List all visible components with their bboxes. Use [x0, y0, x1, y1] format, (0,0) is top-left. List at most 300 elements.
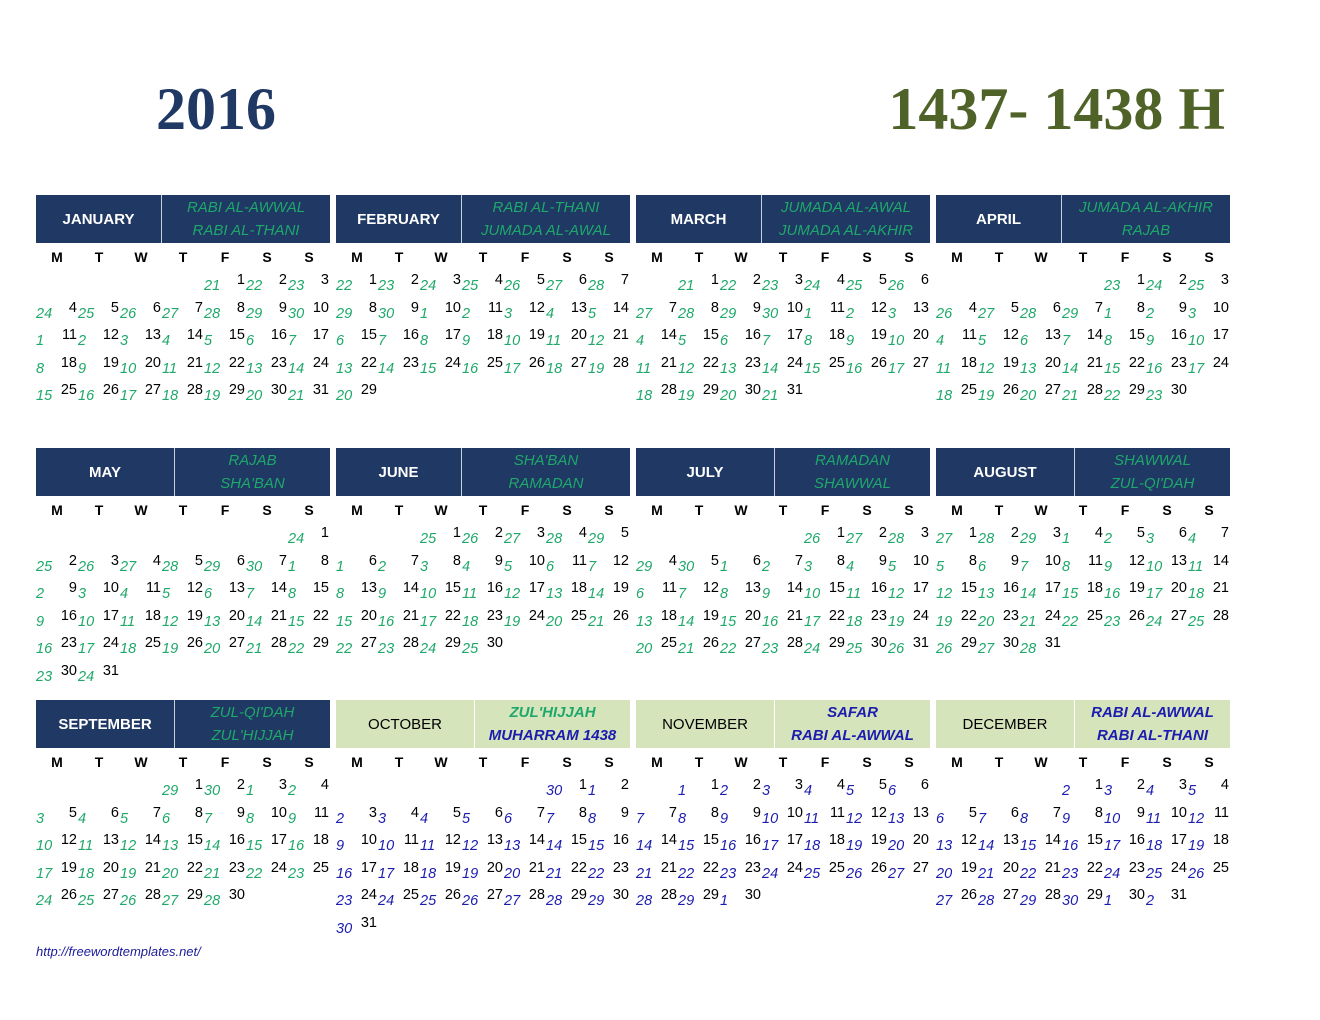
hijri-day: 3	[888, 305, 897, 322]
day-grid	[636, 272, 930, 410]
source-link[interactable]: http://freewordtemplates.net/	[36, 944, 201, 959]
gregorian-day: 11	[403, 832, 419, 849]
hijri-day: 12	[888, 586, 905, 603]
hijri-day: 20	[636, 641, 653, 658]
gregorian-day: 19	[444, 859, 461, 876]
day-cell	[636, 805, 678, 833]
hijri-day: 13	[888, 810, 905, 827]
hijri-day: 13	[336, 360, 353, 377]
gregorian-day: 1	[836, 525, 845, 541]
hijri-day: 2	[846, 305, 855, 322]
hijri-day: 29	[720, 305, 737, 322]
day-cell	[78, 327, 120, 355]
day-cell	[804, 355, 846, 383]
gregorian-day: 29	[228, 382, 245, 399]
empty-cell	[636, 272, 678, 300]
month-name: SEPTEMBER	[58, 715, 152, 733]
day-cell	[420, 580, 462, 608]
weekday-label: T	[394, 249, 404, 265]
gregorian-day: 27	[1170, 607, 1187, 624]
hijri-day: 16	[288, 838, 305, 855]
gregorian-day: 18	[960, 354, 977, 371]
hijri-day: 7	[762, 333, 771, 350]
gregorian-day: 3	[794, 777, 803, 793]
gregorian-day: 12	[1002, 327, 1019, 344]
gregorian-day: 14	[1044, 832, 1061, 849]
gregorian-day: 6	[752, 552, 761, 569]
day-cell	[636, 355, 678, 383]
gregorian-day: 26	[1002, 382, 1019, 399]
day-cell	[288, 300, 330, 328]
gregorian-day: 1	[236, 272, 245, 288]
hijri-day: 13	[504, 838, 521, 855]
day-grid	[36, 272, 330, 410]
day-cell	[762, 777, 804, 805]
hijri-month-name: SHA'BAN	[220, 475, 285, 492]
weekday-label: M	[351, 754, 363, 770]
gregorian-day: 15	[186, 832, 203, 849]
gregorian-day: 24	[786, 859, 803, 876]
hijri-month-name: JUMADA AL-AWAL	[780, 199, 912, 216]
hijri-day: 5	[504, 558, 513, 575]
gregorian-day: 10	[912, 552, 929, 569]
gregorian-day: 20	[228, 607, 245, 624]
weekday-label: T	[94, 754, 104, 770]
gregorian-day: 3	[368, 804, 377, 821]
gregorian-day: 17	[528, 580, 545, 597]
hijri-day: 25	[804, 865, 821, 882]
day-cell	[846, 777, 888, 805]
day-cell	[846, 805, 888, 833]
day-cell	[504, 832, 546, 860]
day-cell	[78, 553, 120, 581]
day-cell	[288, 805, 330, 833]
day-cell	[378, 553, 420, 581]
gregorian-day: 29	[960, 635, 977, 652]
day-cell	[1062, 832, 1104, 860]
hijri-day: 8	[804, 333, 813, 350]
hijri-day: 1	[1104, 305, 1113, 322]
hijri-day: 4	[1146, 783, 1155, 799]
hijri-day: 17	[78, 641, 95, 658]
day-cell	[804, 777, 846, 805]
hijri-day: 5	[120, 810, 129, 827]
hijri-day: 6	[1020, 333, 1029, 350]
hijri-day: 6	[546, 558, 555, 575]
day-cell	[678, 382, 720, 410]
day-cell	[36, 832, 78, 860]
hijri-day: 23	[336, 893, 353, 910]
hijri-day: 28	[546, 531, 563, 547]
hijri-day: 5	[1188, 783, 1197, 799]
hijri-month-name: SHA'BAN	[513, 452, 579, 469]
gregorian-day: 26	[870, 354, 887, 371]
day-cell	[36, 887, 78, 915]
hijri-day: 23	[720, 865, 737, 882]
hijri-month-name: RABI AL-THANI	[1096, 727, 1209, 744]
day-cell	[420, 355, 462, 383]
day-cell	[1188, 860, 1230, 888]
gregorian-day: 31	[1044, 635, 1061, 652]
weekday-header	[36, 496, 330, 524]
weekday-label: T	[994, 249, 1004, 265]
gregorian-day: 30	[228, 887, 245, 904]
gregorian-day: 23	[486, 607, 503, 624]
gregorian-day: 15	[828, 580, 845, 597]
hijri-day: 2	[462, 305, 471, 322]
day-cell	[804, 553, 846, 581]
weekday-label: T	[478, 249, 488, 265]
hijri-day: 19	[504, 613, 521, 630]
hijri-day: 12	[504, 586, 521, 603]
gregorian-day: 16	[870, 580, 887, 597]
hijri-day: 2	[288, 783, 297, 799]
weekday-label: W	[434, 249, 448, 265]
gregorian-day: 7	[668, 804, 677, 821]
hijri-day: 18	[78, 865, 95, 882]
day-cell	[378, 860, 420, 888]
hijri-day: 16	[1146, 360, 1163, 377]
gregorian-day: 20	[1002, 859, 1019, 876]
hijri-day: 20	[504, 865, 521, 882]
gregorian-day: 8	[1094, 804, 1103, 821]
gregorian-day: 14	[270, 580, 287, 597]
gregorian-day: 19	[1002, 354, 1019, 371]
day-cell	[636, 635, 678, 663]
gregorian-day: 8	[236, 299, 245, 316]
hijri-day: 16	[720, 838, 737, 855]
day-cell	[546, 860, 588, 888]
gregorian-day: 12	[1128, 552, 1145, 569]
hijri-day: 27	[162, 305, 179, 322]
gregorian-day: 3	[278, 777, 287, 793]
day-cell	[720, 382, 762, 410]
day-cell	[420, 805, 462, 833]
gregorian-day: 18	[402, 859, 419, 876]
hijri-day: 9	[78, 360, 87, 377]
hijri-day: 7	[678, 586, 687, 603]
gregorian-day: 23	[270, 354, 287, 371]
gregorian-day: 17	[1170, 832, 1187, 849]
weekday-label: W	[1034, 754, 1048, 770]
empty-cell	[978, 272, 1020, 300]
hijri-day: 24	[78, 668, 95, 685]
hijri-day: 15	[1062, 586, 1079, 603]
hijri-day: 30	[1062, 893, 1079, 910]
day-cell	[1104, 832, 1146, 860]
hijri-day: 10	[1104, 810, 1121, 827]
gregorian-day: 18	[828, 832, 845, 849]
hijri-day: 26	[936, 305, 953, 322]
gregorian-day: 13	[228, 580, 245, 597]
gregorian-day: 4	[578, 525, 587, 541]
day-cell	[888, 553, 930, 581]
gregorian-day: 16	[1002, 580, 1019, 597]
gregorian-day: 4	[410, 804, 419, 821]
hijri-day: 25	[1188, 613, 1205, 630]
gregorian-day: 3	[1052, 525, 1061, 541]
gregorian-day: 11	[829, 299, 845, 316]
day-cell	[288, 272, 330, 300]
hijri-day: 29	[336, 305, 353, 322]
day-cell	[636, 553, 678, 581]
gregorian-day: 11	[829, 804, 845, 821]
gregorian-day: 8	[368, 299, 377, 316]
day-cell	[36, 382, 78, 410]
empty-cell	[720, 525, 762, 553]
day-cell	[246, 382, 288, 410]
hijri-day: 13	[936, 838, 953, 855]
hijri-day: 16	[846, 360, 863, 377]
hijri-months	[1074, 448, 1230, 496]
hijri-day: 24	[420, 641, 437, 658]
day-cell	[504, 272, 546, 300]
hijri-day: 2	[336, 810, 345, 827]
hijri-day: 4	[120, 586, 129, 603]
hijri-day: 1	[678, 783, 687, 799]
gregorian-day: 13	[360, 580, 377, 597]
hijri-day: 20	[246, 388, 263, 405]
hijri-day: 23	[288, 278, 305, 294]
hijri-day: 2	[1062, 783, 1071, 799]
gregorian-day: 17	[1044, 580, 1061, 597]
hijri-day: 1	[1062, 531, 1071, 547]
hijri-day: 6	[162, 810, 171, 827]
weekday-label: S	[862, 754, 872, 770]
hijri-day: 21	[288, 388, 305, 405]
gregorian-day: 14	[1086, 327, 1103, 344]
gregorian-day: 16	[744, 832, 761, 849]
hijri-day: 18	[846, 613, 863, 630]
hijri-day: 29	[636, 558, 653, 575]
empty-cell	[120, 525, 162, 553]
gregorian-day: 9	[752, 804, 761, 821]
hijri-day: 21	[1020, 613, 1037, 630]
gregorian-day: 8	[710, 804, 719, 821]
day-cell	[762, 860, 804, 888]
day-cell	[762, 580, 804, 608]
day-cell	[1062, 553, 1104, 581]
weekday-label: T	[94, 249, 104, 265]
hijri-day: 26	[1188, 865, 1205, 882]
gregorian-day: 24	[1170, 859, 1187, 876]
day-cell	[162, 553, 204, 581]
gregorian-day: 12	[60, 832, 77, 849]
gregorian-day: 18	[570, 580, 587, 597]
day-cell	[462, 272, 504, 300]
day-cell	[120, 300, 162, 328]
day-cell	[1188, 525, 1230, 553]
weekday-label: F	[520, 502, 530, 518]
hijri-day: 14	[378, 360, 395, 377]
day-cell	[720, 608, 762, 636]
month-september	[36, 700, 330, 915]
month-name: JANUARY	[62, 210, 135, 228]
hijri-day: 23	[762, 278, 779, 294]
day-cell	[378, 887, 420, 915]
day-cell	[120, 635, 162, 663]
day-cell	[162, 805, 204, 833]
hijri-months	[1061, 195, 1230, 243]
gregorian-day: 4	[1220, 777, 1229, 793]
gregorian-day: 5	[968, 804, 977, 821]
gregorian-day: 28	[270, 635, 287, 652]
day-cell	[378, 300, 420, 328]
gregorian-day: 30	[1002, 635, 1019, 652]
day-cell	[1188, 580, 1230, 608]
gregorian-day: 28	[1044, 887, 1061, 904]
day-cell	[1062, 860, 1104, 888]
gregorian-day: 20	[744, 607, 761, 624]
hijri-day: 29	[162, 783, 179, 799]
gregorian-day: 6	[1178, 525, 1187, 541]
hijri-day: 3	[378, 810, 387, 827]
gregorian-day: 22	[360, 354, 377, 371]
empty-cell	[1020, 272, 1062, 300]
day-cell	[1104, 580, 1146, 608]
gregorian-day: 4	[668, 552, 677, 569]
day-cell	[246, 635, 288, 663]
hijri-day: 3	[120, 333, 129, 350]
day-cell	[636, 887, 678, 915]
gregorian-day: 4	[1094, 525, 1103, 541]
day-cell	[204, 355, 246, 383]
gregorian-day: 15	[570, 832, 587, 849]
hijri-day: 22	[720, 641, 737, 658]
day-cell	[246, 777, 288, 805]
gregorian-day: 23	[744, 354, 761, 371]
gregorian-day: 8	[710, 299, 719, 316]
gregorian-day: 15	[444, 580, 461, 597]
hijri-day: 25	[78, 305, 95, 322]
month-header	[336, 448, 630, 496]
day-cell	[804, 635, 846, 663]
day-cell	[120, 382, 162, 410]
empty-cell	[636, 525, 678, 553]
day-cell	[1020, 355, 1062, 383]
hijri-day: 23	[1146, 388, 1163, 405]
day-cell	[420, 553, 462, 581]
day-cell	[678, 553, 720, 581]
day-cell	[462, 580, 504, 608]
gregorian-day: 25	[960, 382, 977, 399]
hijri-day: 19	[462, 865, 479, 882]
hijri-day: 4	[936, 333, 945, 350]
weekday-label: F	[220, 754, 230, 770]
hijri-months	[474, 700, 630, 748]
hijri-day: 7	[204, 810, 213, 827]
month-name: APRIL	[976, 210, 1021, 228]
day-cell	[720, 777, 762, 805]
gregorian-day: 11	[961, 327, 977, 344]
hijri-day: 5	[888, 558, 897, 575]
day-cell	[336, 272, 378, 300]
gregorian-day: 7	[1094, 299, 1103, 316]
day-cell	[1062, 525, 1104, 553]
hijri-month-name: SAFAR	[827, 704, 878, 721]
hijri-day: 19	[846, 838, 863, 855]
day-cell	[36, 635, 78, 663]
day-cell	[78, 887, 120, 915]
gregorian-day: 29	[702, 887, 719, 904]
hijri-day: 18	[420, 865, 437, 882]
day-cell	[1062, 777, 1104, 805]
month-name: JUNE	[378, 463, 419, 481]
hijri-day: 27	[978, 305, 995, 322]
day-cell	[204, 553, 246, 581]
gregorian-day: 13	[744, 580, 761, 597]
hijri-day: 23	[36, 668, 53, 685]
day-cell	[588, 832, 630, 860]
gregorian-day: 24	[912, 607, 929, 624]
day-cell	[246, 860, 288, 888]
hijri-months	[774, 700, 930, 748]
weekday-label: S	[1162, 249, 1172, 265]
gregorian-day: 3	[794, 272, 803, 288]
empty-cell	[936, 777, 978, 805]
day-cell	[546, 777, 588, 805]
gregorian-day: 28	[612, 354, 629, 371]
day-cell	[162, 355, 204, 383]
month-header	[936, 195, 1230, 243]
day-cell	[888, 608, 930, 636]
gregorian-day: 8	[320, 552, 329, 569]
hijri-month-name: RABI AL-AWWAL	[186, 199, 306, 216]
gregorian-day: 18	[1086, 580, 1103, 597]
gregorian-day: 5	[1136, 525, 1145, 541]
day-cell	[1188, 272, 1230, 300]
weekday-label: M	[51, 249, 63, 265]
gregorian-day: 14	[660, 832, 677, 849]
gregorian-day: 11	[487, 299, 503, 316]
day-cell	[336, 635, 378, 663]
gregorian-day: 20	[360, 607, 377, 624]
hijri-month-name: JUMADA AL-AKHIR	[1079, 199, 1213, 216]
gregorian-day: 12	[612, 552, 629, 569]
day-grid	[636, 525, 930, 663]
weekday-label: F	[820, 249, 830, 265]
day-cell	[588, 272, 630, 300]
hijri-day: 21	[636, 865, 653, 882]
gregorian-day: 23	[1002, 607, 1019, 624]
day-cell	[936, 608, 978, 636]
day-cell	[1020, 608, 1062, 636]
gregorian-day: 10	[444, 299, 461, 316]
weekday-label: T	[478, 502, 488, 518]
gregorian-day: 18	[660, 607, 677, 624]
weekday-label: W	[134, 502, 148, 518]
hijri-day: 28	[1020, 305, 1037, 322]
hijri-day: 25	[420, 893, 437, 910]
day-cell	[546, 580, 588, 608]
weekday-label: W	[1034, 502, 1048, 518]
day-cell	[1104, 355, 1146, 383]
gregorian-day: 12	[870, 299, 887, 316]
day-grid	[336, 777, 630, 943]
day-cell	[1104, 777, 1146, 805]
gregorian-day: 5	[110, 299, 119, 316]
day-cell	[804, 525, 846, 553]
day-cell	[504, 525, 546, 553]
day-cell	[1020, 887, 1062, 915]
hijri-day: 24	[804, 641, 821, 658]
gregorian-day: 29	[1086, 887, 1103, 904]
hijri-day: 16	[78, 388, 95, 405]
gregorian-day: 13	[1044, 327, 1061, 344]
hijri-day: 22	[336, 278, 353, 294]
day-cell	[636, 382, 678, 410]
day-cell	[888, 832, 930, 860]
